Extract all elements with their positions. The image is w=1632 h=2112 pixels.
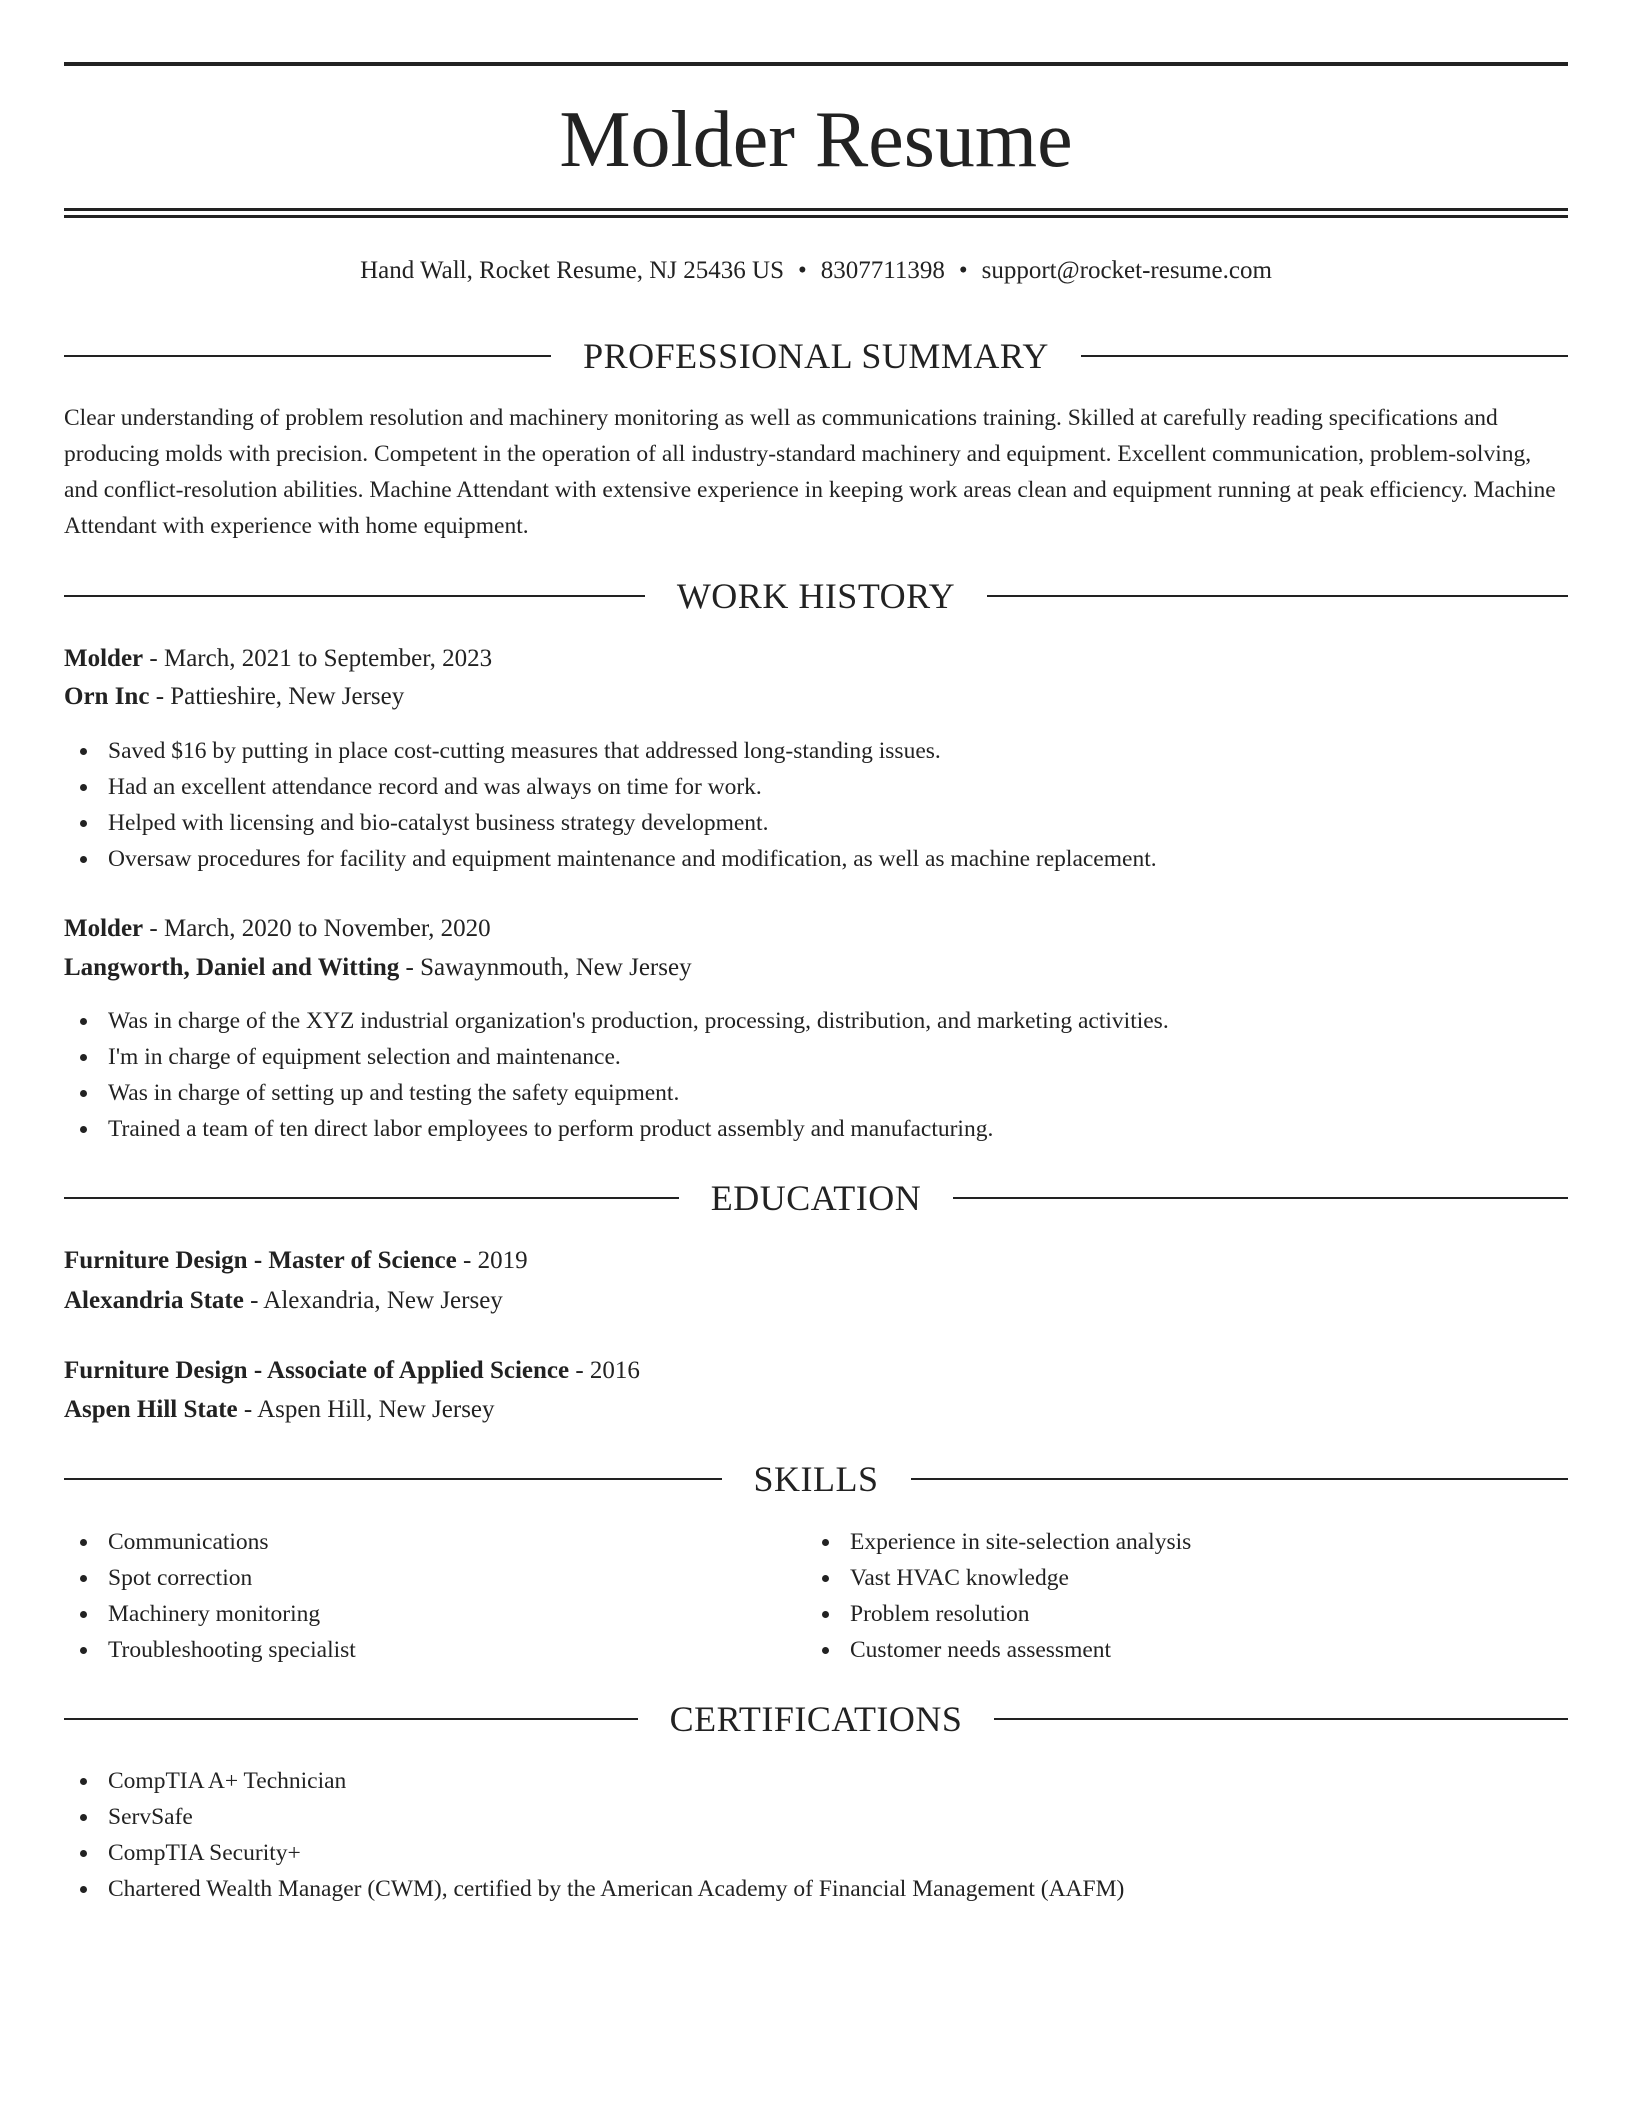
work-history-heading-label: WORK HISTORY <box>676 576 956 616</box>
job-dates: - March, 2020 to November, 2020 <box>143 915 491 942</box>
summary-heading-label: PROFESSIONAL SUMMARY <box>583 336 1049 376</box>
heading-rule <box>64 1718 638 1720</box>
job-company-line <box>64 679 404 715</box>
heading-rule <box>994 1718 1568 1720</box>
job-bullet: Helped with licensing and bio-catalyst business strategy development. <box>64 805 1157 841</box>
skill-item: Problem resolution <box>806 1596 1191 1632</box>
job-title: Molder <box>64 645 144 672</box>
job-bullet: Had an excellent attendance record and was always on time for work. <box>64 769 1157 805</box>
page-title: Molder Resume <box>559 96 1073 184</box>
top-rule <box>64 62 1568 66</box>
skills-heading-label: SKILLS <box>753 1459 879 1499</box>
degree-line <box>64 1243 528 1279</box>
degree-name: Furniture Design - Associate of Applied Science <box>64 1357 570 1384</box>
job-company: Orn Inc <box>64 683 150 710</box>
heading-rule <box>64 1478 722 1480</box>
job-location: - Pattieshire, New Jersey <box>149 683 405 710</box>
school-name: Aspen Hill State <box>64 1396 238 1423</box>
job-bullet: I'm in charge of equipment selection and maintenance. <box>64 1039 1169 1075</box>
skill-item: Troubleshooting specialist <box>64 1632 356 1668</box>
job-bullet: Trained a team of ten direct labor employees to perform product assembly and manufacturing. <box>64 1111 1169 1147</box>
certification-item: CompTIA Security+ <box>64 1835 1124 1871</box>
contact-separator: • <box>797 257 807 284</box>
skill-item: Experience in site-selection analysis <box>806 1524 1191 1560</box>
school-name: Alexandria State <box>64 1287 244 1314</box>
heading-rule <box>987 595 1568 597</box>
contact-separator: • <box>958 257 968 284</box>
summary-text: Clear understanding of problem resolution and machinery monitoring as well as communications training. Skilled at carefully reading specifications and producing molds with precision. Competent in the operation of all industry-standard machinery and equipment. Excellent communication, problem-solving, and conflict-resolution abilities. Machine Attendant with extensive experience in keeping work areas clean and equipment running at peak efficiency. Machine Attendant with experience with home equipment. <box>64 405 1556 539</box>
summary-heading <box>64 334 1568 378</box>
certification-item: ServSafe <box>64 1799 1124 1835</box>
contact-phone: 8307711398 <box>820 257 945 284</box>
certifications-heading <box>64 1697 1568 1741</box>
job-dates: - March, 2021 to September, 2023 <box>143 645 493 672</box>
certifications-heading-label: CERTIFICATIONS <box>669 1699 963 1739</box>
heading-rule <box>911 1478 1569 1480</box>
heading-rule <box>64 355 551 357</box>
degree-year: - 2019 <box>456 1247 528 1274</box>
heading-rule <box>953 1197 1568 1199</box>
education-heading-label: EDUCATION <box>710 1178 922 1218</box>
heading-rule <box>64 595 645 597</box>
skill-item: Spot correction <box>64 1560 356 1596</box>
certification-item: Chartered Wealth Manager (CWM), certified by the American Academy of Financial Management (AAFM) <box>64 1871 1124 1907</box>
job-title-line <box>64 641 492 677</box>
skills-list-right <box>806 1524 1191 1668</box>
skill-item: Communications <box>64 1524 356 1560</box>
certification-item: CompTIA A+ Technician <box>64 1763 1124 1799</box>
job-bullet: Was in charge of setting up and testing the safety equipment. <box>64 1075 1169 1111</box>
job-title-line <box>64 911 491 947</box>
skill-item: Customer needs assessment <box>806 1632 1191 1668</box>
job-bullet: Oversaw procedures for facility and equipment maintenance and modification, as well as machine replacement. <box>64 841 1157 877</box>
title-rule-lower <box>64 215 1568 218</box>
school-location: - Alexandria, New Jersey <box>243 1287 503 1314</box>
skills-heading <box>64 1457 1568 1501</box>
job-company-line <box>64 950 692 986</box>
degree-line <box>64 1353 640 1389</box>
job-bullets <box>64 1003 1169 1147</box>
job-company: Langworth, Daniel and Witting <box>64 954 400 981</box>
skill-item: Machinery monitoring <box>64 1596 356 1632</box>
school-line <box>64 1392 495 1428</box>
school-line <box>64 1283 503 1319</box>
degree-name: Furniture Design - Master of Science <box>64 1247 457 1274</box>
job-bullet: Saved $16 by putting in place cost-cutting measures that addressed long-standing issues. <box>64 733 1157 769</box>
heading-rule <box>64 1197 679 1199</box>
skill-item: Vast HVAC knowledge <box>806 1560 1191 1596</box>
contact-email[interactable]: support@rocket-resume.com <box>981 257 1272 284</box>
education-heading <box>64 1176 1568 1220</box>
contact-address: Hand Wall, Rocket Resume, NJ 25436 US <box>360 257 784 284</box>
certifications-list <box>64 1763 1124 1907</box>
job-bullet: Was in charge of the XYZ industrial organization's production, processing, distribution, and marketing activities. <box>64 1003 1169 1039</box>
contact-line <box>64 254 1568 288</box>
work-history-heading <box>64 574 1568 618</box>
title-rule-upper <box>64 208 1568 211</box>
degree-year: - 2016 <box>569 1357 640 1384</box>
school-location: - Aspen Hill, New Jersey <box>237 1396 495 1423</box>
job-location: - Sawaynmouth, New Jersey <box>399 954 692 981</box>
heading-rule <box>1081 355 1568 357</box>
job-bullets <box>64 733 1157 877</box>
job-title: Molder <box>64 915 144 942</box>
skills-list-left <box>64 1524 356 1668</box>
